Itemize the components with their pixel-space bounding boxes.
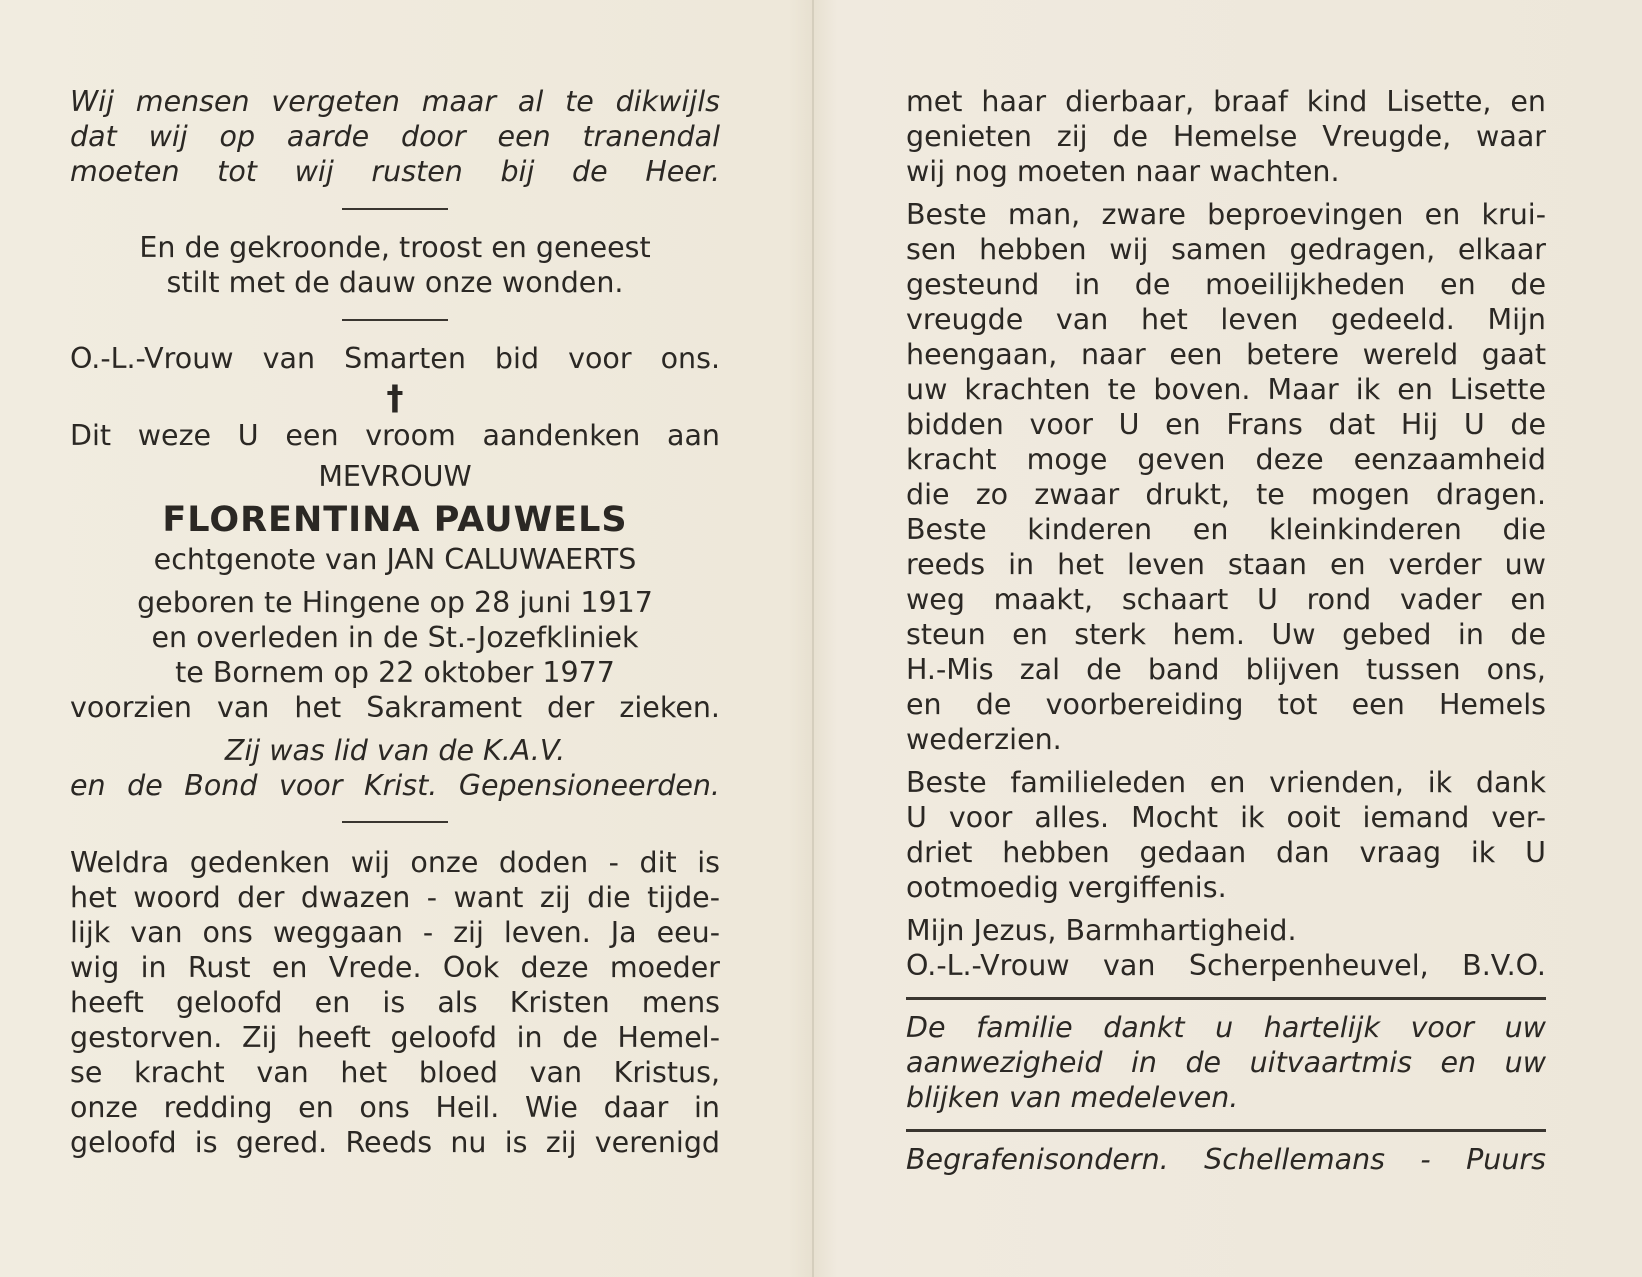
- undertaker-line: Begrafenisondern. Schellemans - Puurs: [906, 1143, 1546, 1176]
- text-line: steun en sterk hem. Uw gebed in de: [906, 618, 1546, 651]
- text-line: die zo zwaar drukt, te mogen dragen.: [906, 478, 1546, 511]
- text-line: wig in Rust en Vrede. Ook deze moeder: [70, 951, 720, 984]
- text-line: sen hebben wij samen gedragen, elkaar: [906, 233, 1546, 266]
- text-line: bidden voor U en Frans dat Hij U de: [906, 408, 1546, 441]
- thanks-block: [906, 1010, 1546, 1115]
- verse-line: dat wij op aarde door een tranendal: [70, 120, 720, 153]
- text-line: vreugde van het leven gedeeld. Mijn: [906, 303, 1546, 336]
- thanks-line: blijken van medeleven.: [906, 1081, 1239, 1114]
- membership-line: en de Bond voor Krist. Gepensioneerden.: [70, 769, 720, 802]
- divider: [906, 997, 1546, 1000]
- cross-icon: †: [386, 378, 404, 418]
- memorial-intro: Dit weze U een vroom aandenken aan: [70, 419, 720, 452]
- life-line: te Bornem op 22 oktober 1977: [175, 656, 615, 689]
- text-line: onze redding en ons Heil. Wie daar in: [70, 1091, 720, 1124]
- membership-line: Zij was lid van de K.A.V.: [224, 734, 566, 767]
- divider: [342, 319, 448, 321]
- text-line: se kracht van het bloed van Kristus,: [70, 1056, 720, 1089]
- closing-line: Mijn Jezus, Barmhartigheid.: [906, 914, 1297, 947]
- spouse-line: echtgenote van JAN CALUWAERTS: [153, 543, 637, 576]
- opening-verse: [70, 84, 720, 189]
- left-page: [70, 84, 720, 1160]
- thanks-line: aanwezigheid in de uitvaartmis en uw: [906, 1046, 1546, 1079]
- spacer: [70, 725, 720, 733]
- text-line: gesteund in de moeilijkheden en de: [906, 268, 1546, 301]
- text-line: weg maakt, schaart U rond vader en: [906, 583, 1546, 616]
- text-line: met haar dierbaar, braaf kind Lisette, en: [906, 85, 1546, 118]
- text-line: uw krachten te boven. Maar ik en Lisette: [906, 373, 1546, 406]
- divider: [342, 821, 448, 823]
- text-line: ootmoedig vergiffenis.: [906, 871, 1227, 904]
- life-line: voorzien van het Sakrament der zieken.: [70, 691, 720, 724]
- text-line: wij nog moeten naar wachten.: [906, 155, 1340, 188]
- text-line: Beste familieleden en vrienden, ik dank: [906, 766, 1546, 799]
- spacer: [906, 757, 1546, 765]
- text-line: H.-Mis zal de band blijven tussen ons,: [906, 653, 1546, 686]
- text-line: reeds in het leven staan en verder uw: [906, 548, 1546, 581]
- life-line: geboren te Hingene op 28 juni 1917: [137, 586, 653, 619]
- spacer: [906, 189, 1546, 197]
- spacer: [906, 905, 1546, 913]
- text-line: het woord der dwazen - want zij die tijde-: [70, 881, 720, 914]
- text-line: Weldra gedenken wij onze doden - dit is: [70, 846, 720, 879]
- text-line: driet hebben gedaan dan vraag ik U: [906, 836, 1546, 869]
- life-line: en overleden in de St.-Jozefkliniek: [151, 621, 639, 654]
- text-line: Beste man, zware beproevingen en krui-: [906, 198, 1546, 231]
- title-mevrouw: MEVROUW: [318, 460, 472, 493]
- deceased-name: FLORENTINA PAUWELS: [162, 500, 628, 540]
- closing-line: O.-L.-Vrouw van Scherpenheuvel, B.V.O.: [906, 949, 1546, 982]
- card-fold: [812, 0, 814, 1277]
- divider: [906, 1129, 1546, 1132]
- text-line: en de voorbereiding tot een Hemels: [906, 688, 1546, 721]
- right-page: [906, 84, 1546, 1177]
- text-line: geloofd is gered. Reeds nu is zij verenigd: [70, 1126, 720, 1159]
- text-line: kracht moge geven deze eenzaamheid: [906, 443, 1546, 476]
- text-line: genieten zij de Hemelse Vreugde, waar: [906, 120, 1546, 153]
- text-line: gestorven. Zij heeft geloofd in de Hemel-: [70, 1021, 720, 1054]
- consolation-line: En de gekroonde, troost en geneest: [139, 231, 651, 264]
- divider: [342, 208, 448, 210]
- spacer: [70, 577, 720, 585]
- text-line: U voor alles. Mocht ik ooit iemand ver-: [906, 801, 1546, 834]
- text-line: heengaan, naar een betere wereld gaat: [906, 338, 1546, 371]
- verse-line: moeten tot wij rusten bij de Heer.: [70, 155, 720, 188]
- thanks-line: De familie dankt u hartelijk voor uw: [906, 1011, 1546, 1044]
- text-line: lijk van ons weggaan - zij leven. Ja eeu-: [70, 916, 720, 949]
- text-line: heeft geloofd en is als Kristen mens: [70, 986, 720, 1019]
- text-line: wederzien.: [906, 723, 1062, 756]
- text-line: Beste kinderen en kleinkinderen die: [906, 513, 1546, 546]
- prayer-line: O.-L.-Vrouw van Smarten bid voor ons.: [70, 342, 720, 375]
- verse-line: Wij mensen vergeten maar al te dikwijls: [70, 85, 720, 118]
- consolation-line: stilt met de dauw onze wonden.: [166, 266, 624, 299]
